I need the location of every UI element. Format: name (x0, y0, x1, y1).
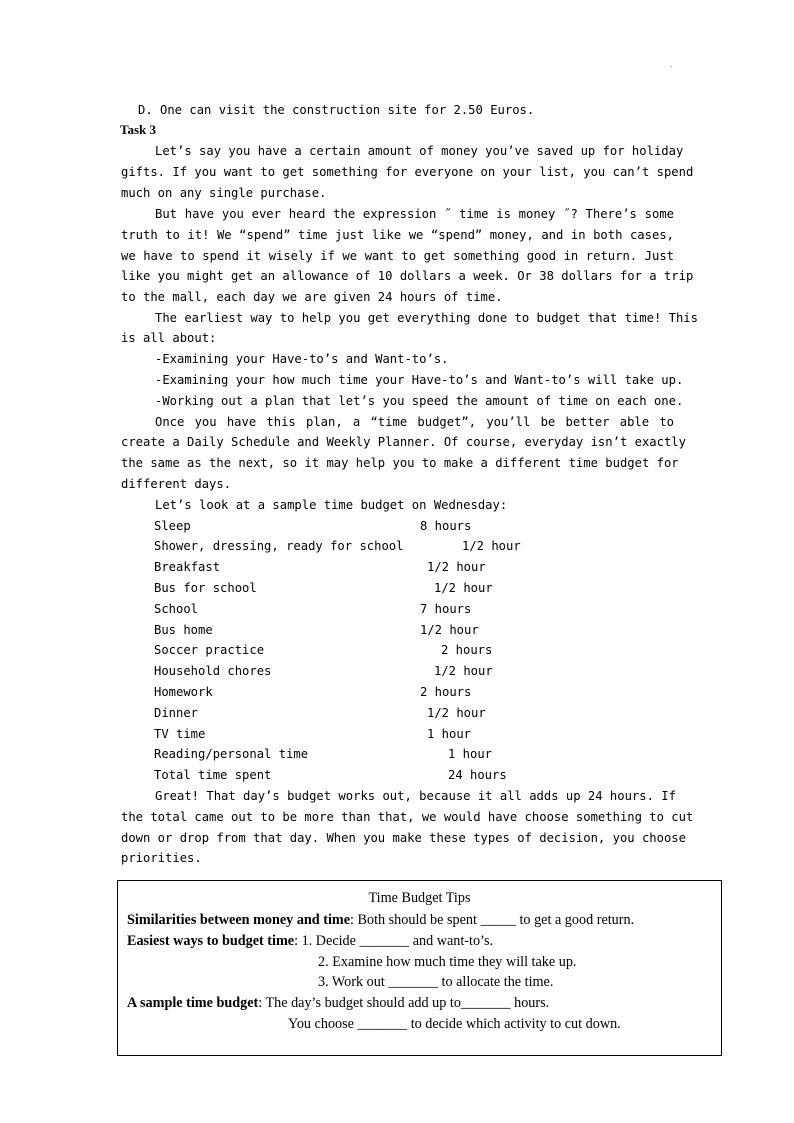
sample-line-2: You choose _______ to decide which activity to cut down. (288, 1016, 621, 1032)
budget-activity: Breakfast (154, 560, 221, 574)
budget-activity: Shower, dressing, ready for school (154, 539, 404, 553)
budget-activity: Reading/personal time (154, 747, 309, 761)
time-budget-tips-box (117, 880, 722, 1056)
budget-time: 8 hours (420, 519, 472, 533)
similarities-label: Similarities between money and time (127, 912, 351, 928)
p5-line: Great! That day’s budget works out, because it all adds up 24 hours. If (155, 789, 676, 803)
p1-line: Let’s say you have a certain amount of money you’ve saved up for holiday (155, 144, 684, 158)
sample-intro: Let’s look at a sample time budget on Wednesday: (155, 498, 508, 512)
p4-line: create a Daily Schedule and Weekly Planner. Of course, everyday isn’t exactly (121, 435, 686, 449)
task-title: Task 3 (120, 122, 157, 137)
p4-line: different days. (121, 477, 232, 491)
p2-line: to the mall, each day we are given 24 hours of time. (121, 290, 503, 304)
header-mark: . (670, 60, 673, 69)
budget-activity: Soccer practice (154, 643, 265, 657)
p2-line: we have to spend it wisely if we want to get something good in return. Just (121, 249, 674, 263)
budget-time: 7 hours (420, 602, 472, 616)
budget-activity: Bus for school (154, 581, 257, 595)
p2-line: But have you ever heard the expression ˝ time is money ˝? There’s some (155, 207, 674, 221)
budget-activity: Household chores (154, 664, 272, 678)
budget-time: 1 hour (427, 727, 472, 741)
budget-activity: Bus home (154, 623, 213, 637)
p4-line: Once you have this plan, a “time budget”, you’ll be better able to (155, 415, 674, 429)
easiest-label: Easiest ways to budget time (127, 933, 295, 949)
bullet-item: -Examining your how much time your Have-to’s and Want-to’s will take up. (155, 373, 684, 387)
p1-line: much on any single purchase. (121, 186, 327, 200)
budget-activity: Sleep (154, 519, 191, 533)
bullet-item: -Examining your Have-to’s and Want-to’s. (155, 352, 449, 366)
p4-line: the same as the next, so it may help you to make a different time budget for (121, 456, 679, 470)
budget-activity: Dinner (154, 706, 199, 720)
p2-line: like you might get an allowance of 10 dollars a week. Or 38 dollars for a trip (121, 269, 694, 283)
budget-time: 1 hour (448, 747, 493, 761)
budget-activity: Homework (154, 685, 213, 699)
option-d: D. One can visit the construction site for 2.50 Euros. (138, 103, 535, 117)
budget-time: 24 hours (448, 768, 507, 782)
easiest-step-3: 3. Work out _______ to allocate the time. (318, 974, 554, 990)
budget-activity: Total time spent (154, 768, 272, 782)
sample-line-1: : The day’s budget should add up to_______ hours. (258, 995, 550, 1011)
budget-time: 1/2 hour (434, 581, 493, 595)
p1-line: gifts. If you want to get something for everyone on your list, you can’t spend (121, 165, 694, 179)
sample-label: A sample time budget (127, 995, 259, 1011)
budget-time: 1/2 hour (434, 664, 493, 678)
bullet-item: -Working out a plan that let’s you speed the amount of time on each one. (155, 394, 684, 408)
budget-time: 2 hours (420, 685, 472, 699)
tips-sample (127, 995, 549, 1011)
budget-time: 1/2 hour (427, 706, 486, 720)
budget-time: 1/2 hour (420, 623, 479, 637)
easiest-step-2: 2. Examine how much time they will take up. (318, 954, 577, 970)
p5-line: down or drop from that day. When you make these types of decision, you choose (121, 831, 686, 845)
easiest-step-1: : 1. Decide _______ and want-to’s. (294, 933, 494, 949)
tips-easiest (127, 933, 493, 949)
p3-line: The earliest way to help you get everything done to budget that time! This (155, 311, 698, 325)
p5-line: the total came out to be more than that, we would have choose something to cut (121, 810, 694, 824)
budget-time: 2 hours (441, 643, 493, 657)
similarities-text: : Both should be spent _____ to get a good return. (350, 912, 635, 928)
p3-line: is all about: (121, 331, 217, 345)
tips-title: Time Budget Tips (368, 890, 471, 906)
budget-activity: TV time (154, 727, 206, 741)
p2-line: truth to it! We “spend” time just like we “spend” money, and in both cases, (121, 228, 674, 242)
budget-activity: School (154, 602, 199, 616)
budget-time: 1/2 hour (427, 560, 486, 574)
p5-line: priorities. (121, 851, 202, 865)
tips-similarities (127, 912, 634, 928)
budget-time: 1/2 hour (462, 539, 521, 553)
